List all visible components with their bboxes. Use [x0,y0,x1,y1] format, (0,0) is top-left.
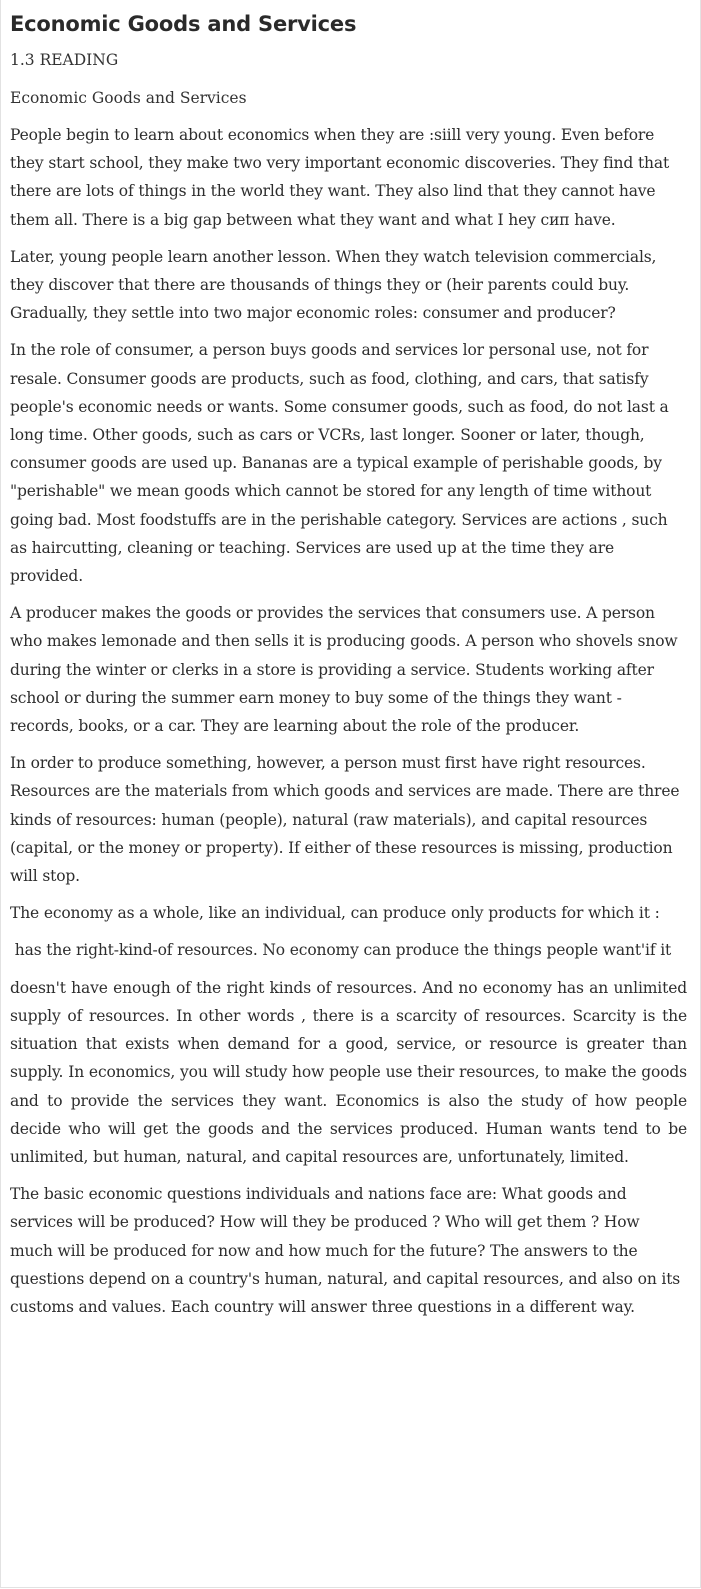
paragraph-7: has the right-kind-of resources. No economy can produce the things people want'if it [10,941,672,960]
paragraph-2: Later, young people learn another lesson. When they watch television commercials, they discover that there are thousands of things they or (heir parents could buy. Gradually, they settle into two major economic roles: consumer and producer? [10,247,657,323]
paragraph-8: doesn't have enough of the right kinds of resources. And no economy has an unlimited supply of resources. In other words , there is a scarcity of resources. Scarcity is the situation that exists when demand for a good, service, or resource is greater than supply. In economics, you will study how people use their resources, to make the goods and to provide the services they want. Economics is also the study of how people decide who will get the goods and the services produced. Human wants tend to be unlimited, but human, natural, and capital resources are, unfortunately, limited. [10,978,687,1166]
paragraph-1: People begin to learn about economics when they are :siill very young. Even before they start school, they make two very important economic discoveries. They find that there are lots of things in the world they want. They also lind that they cannot have them all. There is a big gap between what they want and what I hey сип have. [10,126,670,229]
paragraph-4: A producer makes the goods or provides the services that consumers use. A person who makes lemonade and then sells it is producing goods. A person who shovels snow during the winter or clerks in a store is providing a service. Students working after school or during the summer earn money to buy some of the things they want - records, books, or a car. They are learning about the role of the producer. [10,604,678,736]
paragraph-3: In the role of consumer, a person buys goods and services lor personal use, not for resale. Consumer goods are products, such as food, clothing, and cars, that satisfy people's economic needs or wants. Some consumer goods, such as food, do not last a long time. Other goods, such as cars or VCRs, last longer. Sooner or later, though, consumer goods are used up. Bananas are a typical example of perishable goods, by "perishable" we mean goods which cannot be stored for any length of time without going bad. Most foodstuffs are in the perishable category. Services are actions , such as haircutting, cleaning or teaching. Services are used up at the time they are provided. [10,341,669,586]
paragraph-6: The economy as a whole, like an individual, can produce only products for which it : [10,904,660,923]
paragraph-9: The basic economic questions individuals and nations face are: What goods and services will be produced? How will they be produced ? Who will get them ? How much will be produced for now and how much for the future? The answers to the questions depend on a country's human, natural, and capital resources, and also on its customs and values. Each country will answer three questions in a different way. [10,1185,681,1316]
section-label: 1.3 READING [10,51,119,69]
document-content [10,0,687,1321]
reading-subtitle: Economic Goods and Services [10,89,247,107]
paragraph-5: In order to produce something, however, a person must first have right resources. Resources are the materials from which goods and services are made. There are three kinds of resources: human (people), natural (raw materials), and capital resources (capital, or the money or property). If either of these resources is missing, production will stop. [10,754,680,886]
page-title: Economic Goods and Services [10,12,357,36]
